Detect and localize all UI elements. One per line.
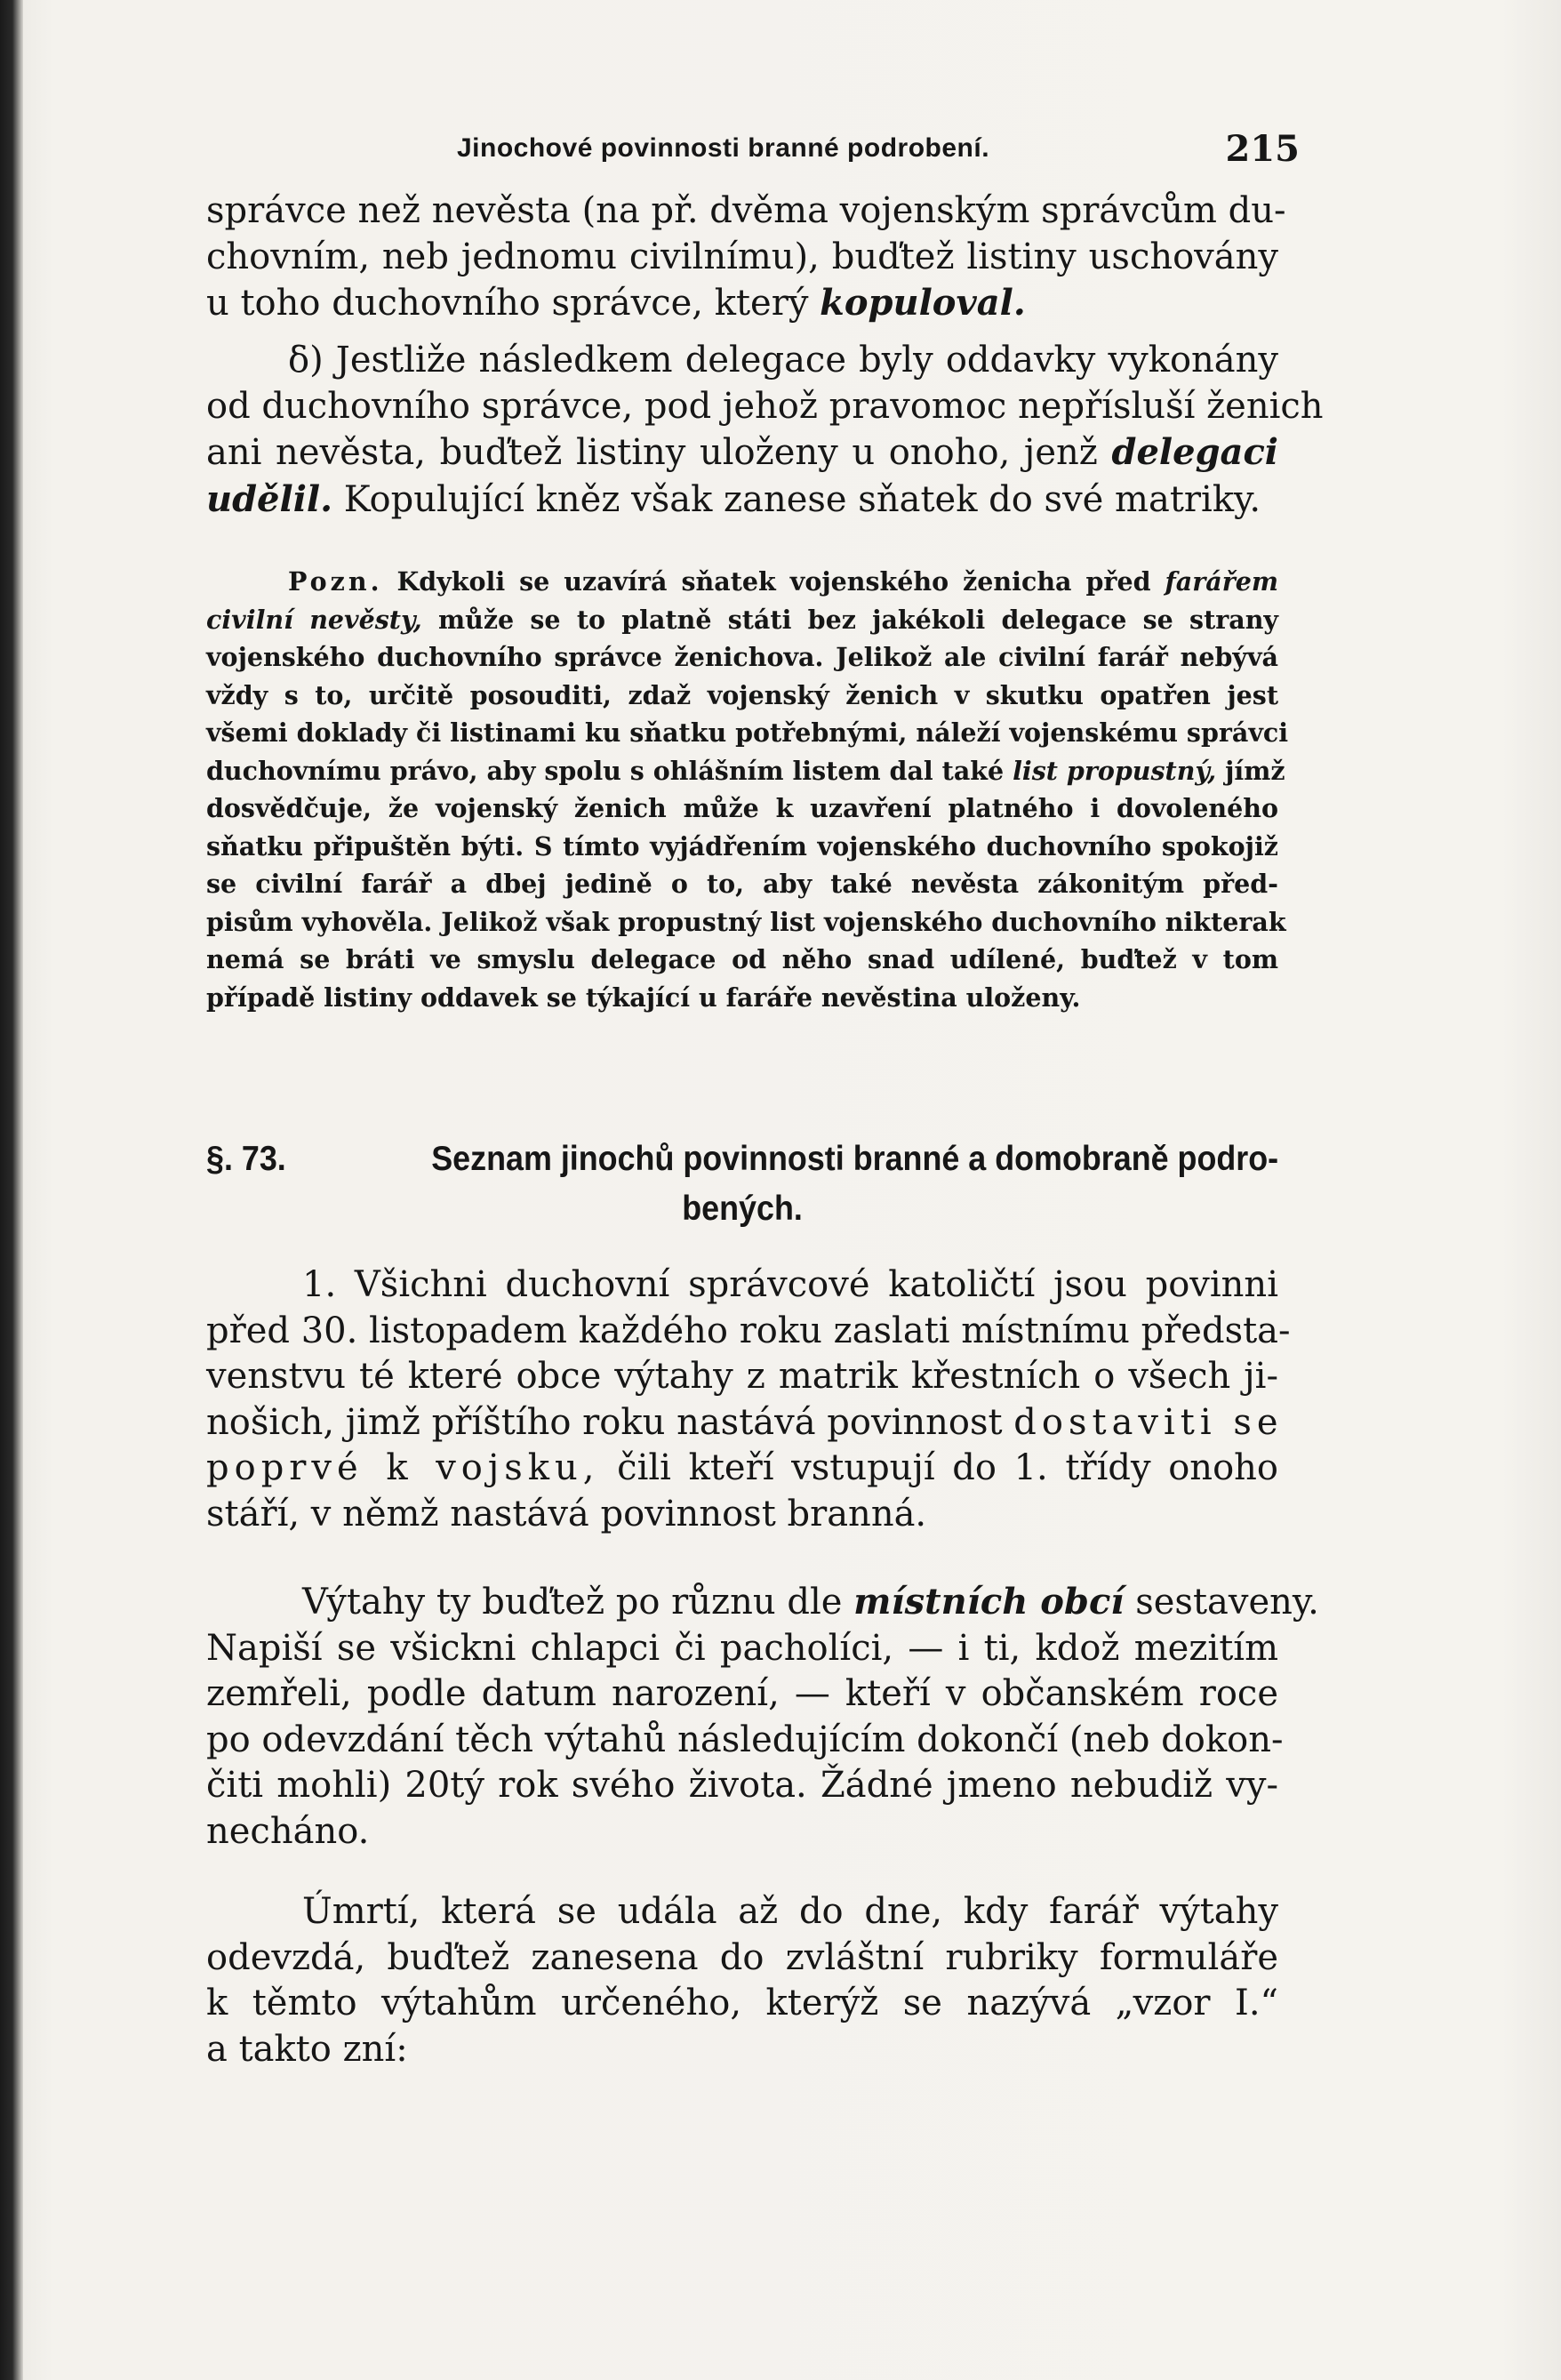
text-line: se civilní farář a dbej jedině o to, aby také nevěsta zákonitým před-	[206, 869, 1278, 899]
page-number: 215	[1225, 128, 1300, 170]
emphasis: farářem	[1165, 566, 1278, 597]
emphasis: list propustný,	[1013, 755, 1217, 786]
emphasis: delegaci	[1111, 431, 1278, 473]
text-line	[206, 601, 1278, 639]
text-span: jímž	[1216, 755, 1285, 786]
text-line	[206, 1400, 1284, 1446]
emphasis: kopuloval.	[820, 282, 1026, 324]
text-line: správce než nevěsta (na př. dvěma vojenským správcům du-	[206, 190, 1286, 231]
section-paragraph-1	[206, 1262, 1291, 1537]
section-title-line: bených.	[682, 1190, 803, 1228]
text-line: vždy s to, určitě posouditi, zdaž vojenský ženich v skutku opatřen jest	[206, 679, 1278, 710]
text-line: před 30. listopadem každého roku zaslati místnímu předsta-	[206, 1310, 1291, 1351]
text-span: může se to platně státi bez jakékoli delegace se strany	[421, 604, 1278, 635]
section-paragraph-2	[206, 1579, 1319, 1855]
section-heading	[206, 1134, 1278, 1234]
text-line: dosvědčuje, že vojenský ženich může k uzavření platného i dovoleného	[206, 793, 1278, 823]
text-line: vojenského duchovního správce ženichova. Jelikož ale civilní farář nebývá	[206, 642, 1278, 672]
text-line: chovním, neb jednomu civilnímu), buďtež listiny uschovány	[206, 236, 1278, 277]
binding-edge	[0, 0, 23, 2380]
text-span: sestaveny.	[1124, 1582, 1319, 1623]
text-line	[206, 1446, 1278, 1492]
text-span: Kopulující kněz však zanese sňatek do své matriky.	[332, 478, 1261, 520]
paragraph-continuation	[206, 188, 1286, 327]
text-span: duchovnímu právo, aby spolu s ohlášním listem dal také	[206, 755, 1013, 786]
text-span: ani nevěsta, buďtež listiny uloženy u onoho, jenž	[206, 432, 1112, 473]
note-block	[206, 563, 1289, 1016]
text-line: čiti mohli) 20tý rok svého života. Žádné jmeno nebudiž vy-	[206, 1765, 1278, 1806]
heading-line	[206, 1134, 1278, 1184]
text-line: pisům vyhověla. Jelikož však propustný list vojenského duchovního nikterak	[206, 906, 1286, 937]
note-label: Pozn.	[288, 566, 383, 597]
text-line: všemi doklady či listinami ku sňatku potřebnými, náleží vojenskému správci	[206, 717, 1289, 748]
text-span: nošich, jimž příštího roku nastává povinnost	[206, 1401, 1014, 1443]
spaced-emphasis: poprvé k vojsku,	[206, 1447, 600, 1488]
spaced-emphasis: dostaviti se	[1013, 1401, 1284, 1443]
text-line: venstvu té které obce výtahy z matrik křestních o všech ji-	[206, 1356, 1278, 1397]
text-span: čili kteří vstupují do 1. třídy onoho	[599, 1447, 1278, 1488]
running-head: Jinochové povinnosti branné podrobení.	[457, 133, 990, 163]
text-line: odevzdá, buďtež zanesena do zvláštní rubriky formuláře	[206, 1936, 1278, 1978]
text-line	[206, 429, 1278, 477]
text-line: Napiší se všickni chlapci či pacholíci, — i ti, kdož mezitím	[206, 1627, 1278, 1669]
emphasis: udělil.	[206, 477, 333, 520]
section-title-line: Seznam jinochů povinnosti branné a domobraně podro-	[431, 1140, 1279, 1178]
text-line: 1. Všichni duchovní správcové katoličtí jsou povinni	[302, 1264, 1278, 1305]
text-line	[206, 563, 1278, 601]
text-line	[206, 752, 1285, 790]
text-line	[206, 477, 1278, 524]
page-header	[206, 128, 1300, 176]
text-line: po odevzdání těch výtahů následujícím dokončí (neb dokon-	[206, 1719, 1284, 1760]
paragraph-delta	[206, 338, 1324, 523]
text-line: δ) Jestliže následkem delegace byly oddavky vykonány	[288, 340, 1278, 381]
text-line	[206, 280, 1278, 327]
text-line: a takto zní:	[206, 2028, 408, 2070]
text-line: k těmto výtahům určeného, kterýž se nazývá „vzor I.“	[206, 1983, 1278, 2023]
text-line: případě listiny oddavek se týkající u faráře nevěstina uloženy.	[206, 982, 1081, 1013]
text-line: necháno.	[206, 1810, 370, 1852]
emphasis: místních obcí	[853, 1581, 1125, 1623]
section-number: §. 73.	[206, 1140, 286, 1178]
text-line: nemá se bráti ve smyslu delegace od něho snad udílené, buďtež v tom	[206, 944, 1278, 974]
text-span: Kdykoli se uzavírá sňatek vojenského ženicha před	[382, 566, 1165, 597]
text-line: zemřeli, podle datum narození, — kteří v občanském roce	[206, 1673, 1278, 1714]
text-line: sňatku připuštěn býti. S tímto vyjádřením vojenského duchovního spokojiž	[206, 830, 1278, 861]
section-paragraph-3	[206, 1889, 1278, 2072]
text-line: od duchovního správce, pod jehož pravomoc nepřísluší ženich	[206, 385, 1324, 427]
text-span: Výtahy ty buďtež po různu dle	[302, 1582, 854, 1623]
text-line	[206, 1579, 1319, 1626]
text-span: u toho duchovního správce, který	[206, 283, 821, 324]
text-line: Úmrtí, která se udála až do dne, kdy farář výtahy	[302, 1891, 1278, 1932]
text-line: stáří, v němž nastává povinnost branná.	[206, 1493, 927, 1535]
emphasis: civilní nevěsty,	[206, 604, 422, 635]
